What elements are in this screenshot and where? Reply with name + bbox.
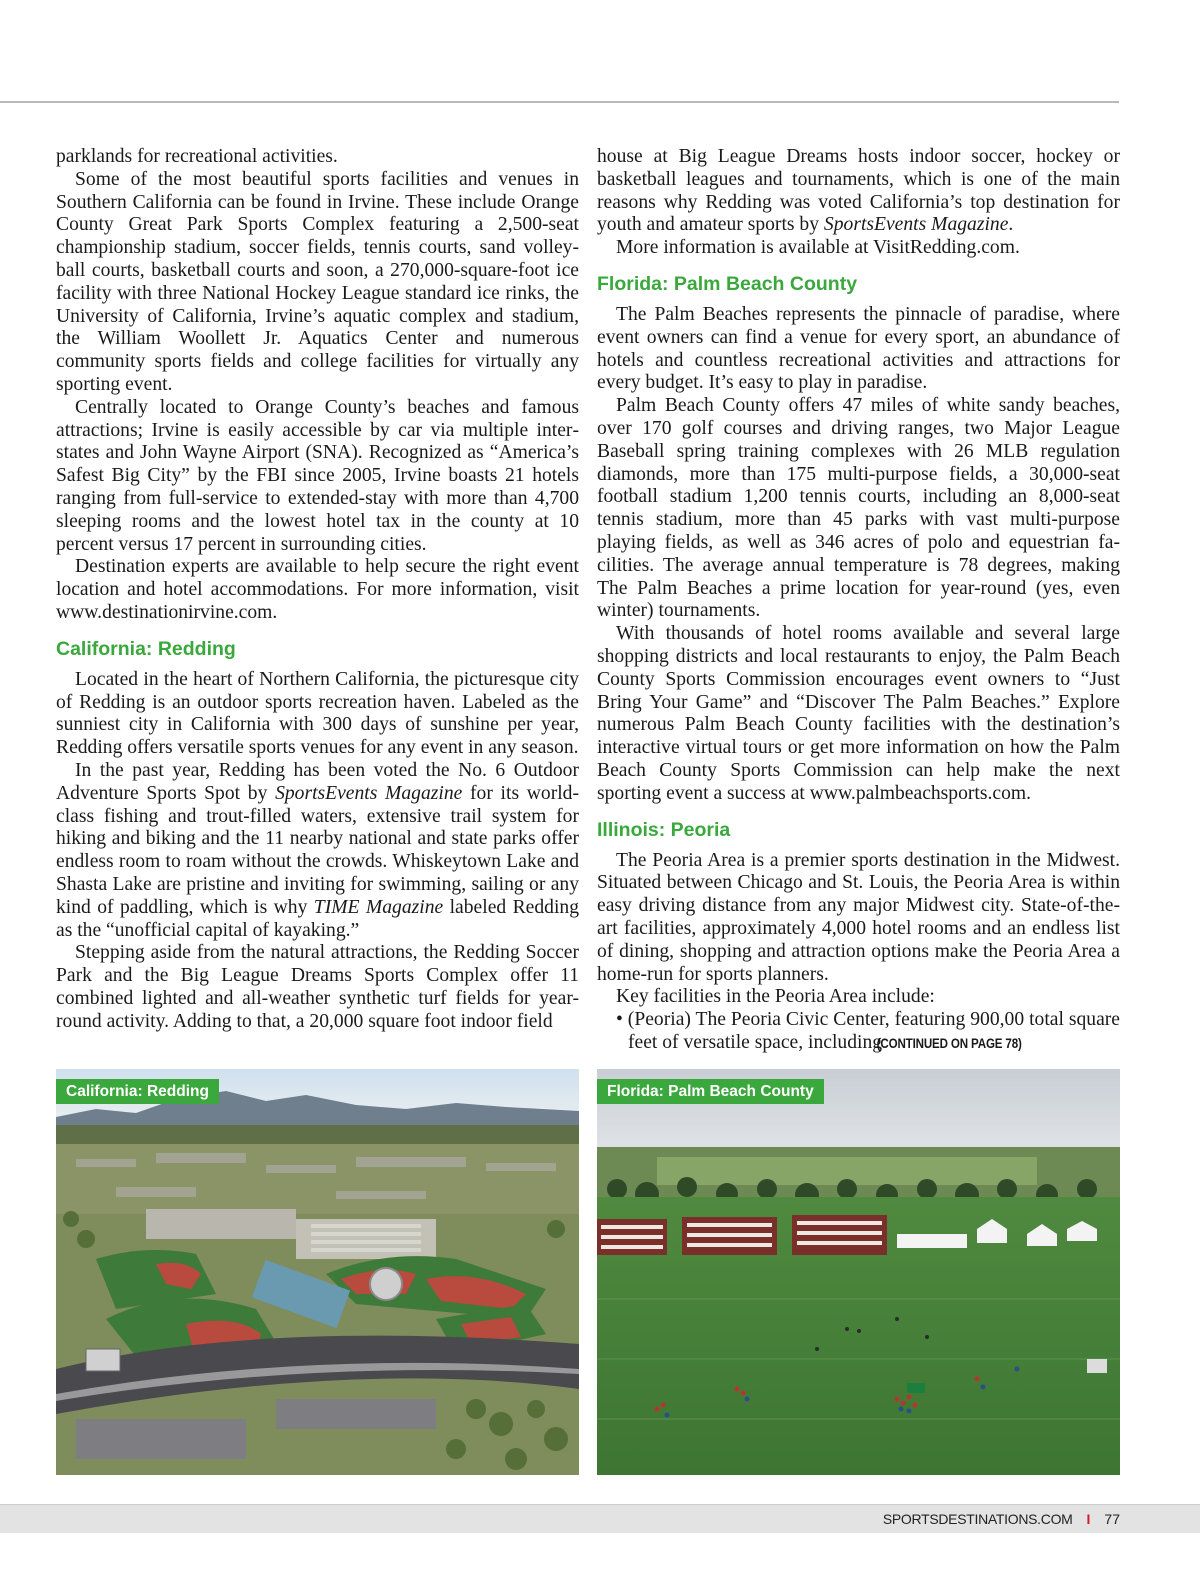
paragraph: Some of the most beautiful sports facilities and venues in Southern California can be found in Irvine. These include Orange County Great Park Sports Complex featuring a 2,500-seat championship stadium, soccer fields, tennis courts, sand volleyball courts, basketball courts and soon, a 270,000-square-foot ice facility with three National Hockey League standard ice rinks, the University of California, Irvine’s aquatic complex and stadium, the William Woollett Jr. Aquatics Center and numerous community sports fields and college facilities for virtually any sporting event. [56, 168, 579, 395]
paragraph [597, 146, 1120, 237]
paragraph: The Peoria Area is a premier sports destination in the Midwest. Situated between Chicago and St. Louis, the Peoria Area is within easy driving distance from any major Midwest city. State-of-the-art facilities, approximately 4,000 hotel rooms and an endless list of dining, shopping and attraction options make the Peoria Area a home-run for sports planners. [597, 849, 1120, 985]
text-run: for its world-class fishing and trout-filled waters, extensive trail system for hiking and biking and the 11 nearby national and state parks offer endless room to roam without the crowds. Whiskeytown Lake and Shasta Lake are pristine and inviting for swimming, sailing or any kind of paddling, which is why [56, 782, 579, 918]
magazine-title: SportsEvents Magazine [275, 782, 463, 804]
page-footer [883, 1511, 1120, 1527]
paragraph: Destination experts are available to help secure the right event location and hotel accommodations. For more information, visit www.destinationirvine.com. [56, 556, 579, 623]
paragraph: Palm Beach County offers 47 miles of white sandy beaches, over 170 golf courses and driving ranges, two Major League Baseball spring training complexes with 26 MLB regulation diamonds, more than 175 multi-purpose fields, a 30,000-seat football stadium 1,200 tennis courts, including an 8,000-seat tennis stadium, more than 45 parks with vast multi-purpose playing fields, as well as 346 acres of polo and equestrian facilities. The average annual temperature is 78 degrees, making The Palm Beaches a prime location for year-round (yes, even winter) tournaments. [597, 395, 1120, 622]
top-rule [0, 101, 1119, 103]
text-run: In the past year, Redding has been voted the No. 6 Outdoor Adventure Sports Spot by [56, 759, 579, 804]
bullet-text: • (Peoria) The Peoria Civic Center, featuring 900,00 total square feet of versatile space, including [616, 1009, 1120, 1053]
paragraph: More information is available at VisitRedding.com. [616, 237, 1020, 259]
text-run: . [1008, 214, 1014, 236]
paragraph: Stepping aside from the natural attractions, the Redding Soccer Park and the Big League Dreams Sports Complex offer 11 combined lighted and all-weather synthetic turf fields for year-round activity. Adding to that, a 20,000 square foot indoor field [56, 942, 579, 1032]
paragraph: With thousands of hotel rooms available and several large shopping districts and local restaurants to enjoy, the Palm Beach County Sports Commission encourages event owners to “Just Bring Your Game” and “Discover The Palm Beaches.” Explore numerous Palm Beach County facilities with the destination’s interactive virtual tours or get more information on how the Palm Beach County Sports Commission can help make the next sporting event a success at www.palmbeachsports.com. [597, 623, 1120, 804]
paragraph [56, 760, 579, 942]
magazine-title: TIME Magazine [313, 896, 444, 918]
section-heading-redding: California: Redding [56, 637, 236, 660]
text-run: labeled Redding as the “unofficial capital of kayaking.” [56, 896, 579, 941]
redding-aerial-illustration [56, 1069, 579, 1475]
palm-beach-aerial-illustration [597, 1069, 1120, 1475]
section-heading-peoria: Illinois: Peoria [597, 818, 731, 841]
page-number: 77 [1104, 1511, 1120, 1527]
paragraph: parklands for recreational activities. [56, 146, 338, 167]
photo-redding [56, 1069, 579, 1475]
continued-note: (CONTINUED ON PAGE 78) [876, 1035, 1022, 1051]
photo-caption-label: Florida: Palm Beach County [597, 1079, 824, 1104]
paragraph: Key facilities in the Peoria Area include: [616, 986, 935, 1008]
photo-palm-beach [597, 1069, 1120, 1475]
bullet-item [597, 1009, 1120, 1056]
photo-caption-label: California: Redding [56, 1079, 219, 1104]
paragraph: Located in the heart of Northern California, the picturesque city of Redding is an outdoor sports recreation haven. Labeled as the sunniest city in California with 300 days of sunshine per year, Redding offers versatile sports venues for any event in any season. [56, 668, 579, 759]
text-run: house at Big League Dreams hosts indoor soccer, hockey or basketball leagues and tournaments, which is one of the main reasons why Redding was voted California’s top destination for youth and amateur sports by [597, 146, 1120, 236]
magazine-title: SportsEvents Magazine [823, 214, 1009, 236]
footer-site-name: SPORTSDESTINATIONS.COM [882, 1511, 1073, 1527]
left-column [56, 146, 579, 1033]
paragraph: Centrally located to Orange County’s beaches and famous attractions; Irvine is easily accessible by car via multiple interstates and John Wayne Airport (SNA). Recognized as “America’s Safest Big City” by the FBI since 2005, Irvine boasts 21 hotels ranging from full-service to extended-stay with more than 4,700 sleeping rooms and the lowest hotel tax in the county at 10 percent versus 17 percent in surrounding cities. [56, 396, 579, 555]
footer-separator: I [1086, 1511, 1091, 1527]
right-column [597, 146, 1120, 1056]
paragraph: The Palm Beaches represents the pinnacle of paradise, where event owners can find a venue for every sport, an abundance of hotels and countless recreational activities and attractions for every budget. It’s easy to play in paradise. [597, 303, 1120, 394]
section-heading-palm-beach: Florida: Palm Beach County [597, 272, 858, 295]
